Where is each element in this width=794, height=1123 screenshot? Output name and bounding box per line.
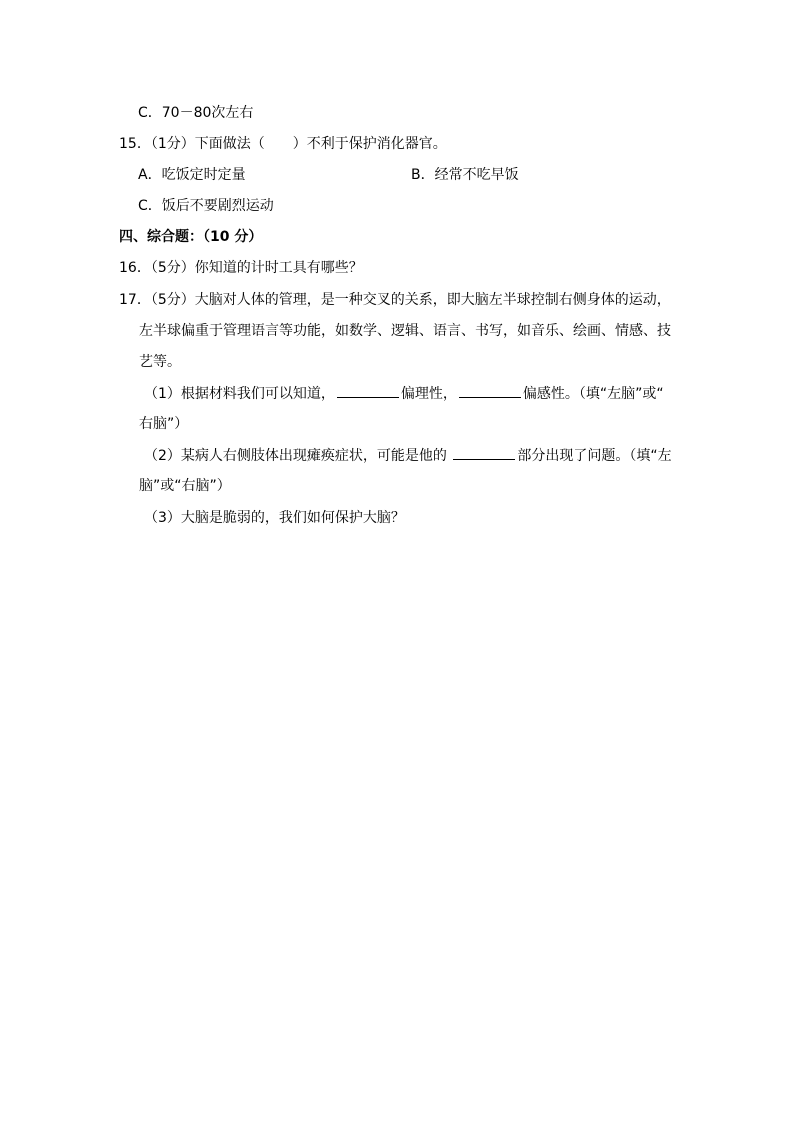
q17-stem-line2: 左半球偏重于管理语言等功能，如数学、逻辑、语言、书写，如音乐、绘画、情感、技 (139, 323, 671, 339)
q14-option-c: C．70－80次左右 (138, 105, 254, 121)
q17-sub2-cont: 脑”或“右脑”） (139, 478, 231, 494)
q17-sub1-prefix: （1）根据材料我们可以知道， (144, 386, 335, 402)
q17-sub1-cont: 右脑”） (139, 416, 189, 432)
q17-stem-line1: 17．（5分）大脑对人体的管理，是一种交叉的关系，即大脑左半球控制右侧身体的运动， (119, 292, 671, 308)
q17-sub3: （3）大脑是脆弱的，我们如何保护大脑？ (144, 510, 405, 526)
q17-sub2-suffix: 部分出现了问题。（填“左 (517, 448, 672, 464)
answer-blank-1[interactable] (337, 383, 399, 398)
answer-blank-3[interactable] (453, 445, 515, 460)
q17-sub1-middle: 偏理性， (400, 386, 457, 402)
q17-sub1-suffix: 偏感性。（填“左脑”或“ (522, 386, 664, 402)
q15-option-b: B．经常不吃早饭 (411, 167, 519, 183)
q15-option-c: C．饭后不要剧烈运动 (138, 198, 274, 214)
q15-stem: 15．（1分）下面做法（ ）不利于保护消化器官。 (119, 136, 447, 152)
answer-blank-2[interactable] (459, 383, 521, 398)
q17-sub2-prefix: （2）某病人右侧肢体出现瘫痪症状，可能是他的 (144, 448, 452, 464)
q15-option-a: A．吃饭定时定量 (138, 167, 246, 183)
section-heading: 四、综合题：（10 分） (119, 229, 263, 245)
q16-stem: 16．（5分）你知道的计时工具有哪些？ (119, 260, 363, 276)
q17-sub1 (144, 383, 664, 403)
q17-stem-line3: 艺等。 (139, 354, 181, 370)
q17-sub2 (144, 445, 672, 465)
